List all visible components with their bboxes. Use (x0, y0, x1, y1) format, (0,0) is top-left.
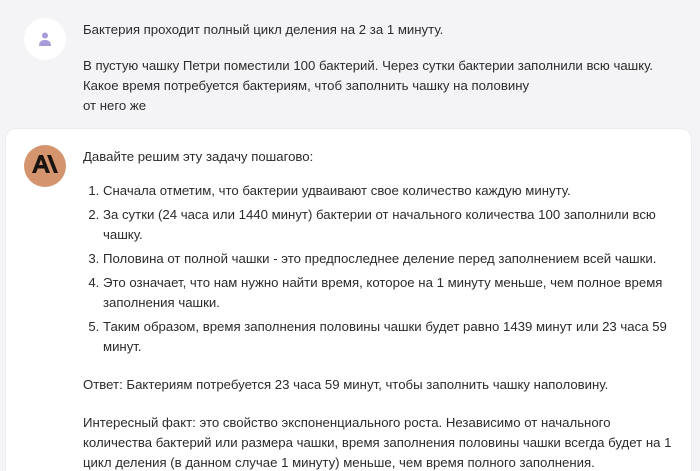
anthropic-logo-icon (30, 154, 60, 179)
list-item: 2. За сутки (24 часа или 1440 минут) бактерии от начального количества 100 заполнили всю чашку. (103, 205, 673, 245)
user-message-text (83, 20, 673, 116)
user-paragraph-1: Бактерия проходит полный цикл деления на 2 за 1 минуту. (83, 22, 444, 37)
user-message (0, 0, 700, 128)
assistant-answer: Ответ: Бактериям потребуется 23 часа 59 минут, чтобы заполнить чашку наполовину. (83, 377, 609, 392)
user-line: Какое время потребуется бактериям, чтоб заполнить чашку на половину (83, 78, 530, 93)
user-paragraph-2 (83, 56, 673, 116)
list-item: 5. Таким образом, время заполнения половины чашки будет равно 1439 минут или 23 часа 59 минут. (103, 317, 673, 357)
list-item: 4. Это означает, что нам нужно найти время, которое на 1 минуту меньше, чем полное время заполнения чашки. (103, 273, 673, 313)
steps-list (83, 181, 673, 357)
user-line: от него же (83, 98, 147, 113)
assistant-avatar (24, 145, 66, 187)
user-line: В пустую чашку Петри поместили 100 бактерий. Через сутки бактерии заполнили всю чашку. (83, 58, 654, 73)
user-avatar (24, 18, 66, 60)
assistant-message-text (83, 147, 673, 471)
list-item: 3. Половина от полной чашки - это предпоследнее деление перед заполнением всей чашки. (103, 249, 673, 269)
user-icon (38, 31, 52, 47)
assistant-message (6, 129, 691, 471)
assistant-fact: Интересный факт: это свойство экспоненциального роста. Независимо от начального количества бактерий или размера чашки, время заполнения половины чашки всегда будет на 1 цикл деления (в данном случае 1 минуту) меньше, чем время полного заполнения. (83, 415, 672, 470)
assistant-intro: Давайте решим эту задачу пошагово: (83, 149, 314, 164)
list-item: 1. Сначала отметим, что бактерии удваивают свое количество каждую минуту. (103, 181, 673, 201)
